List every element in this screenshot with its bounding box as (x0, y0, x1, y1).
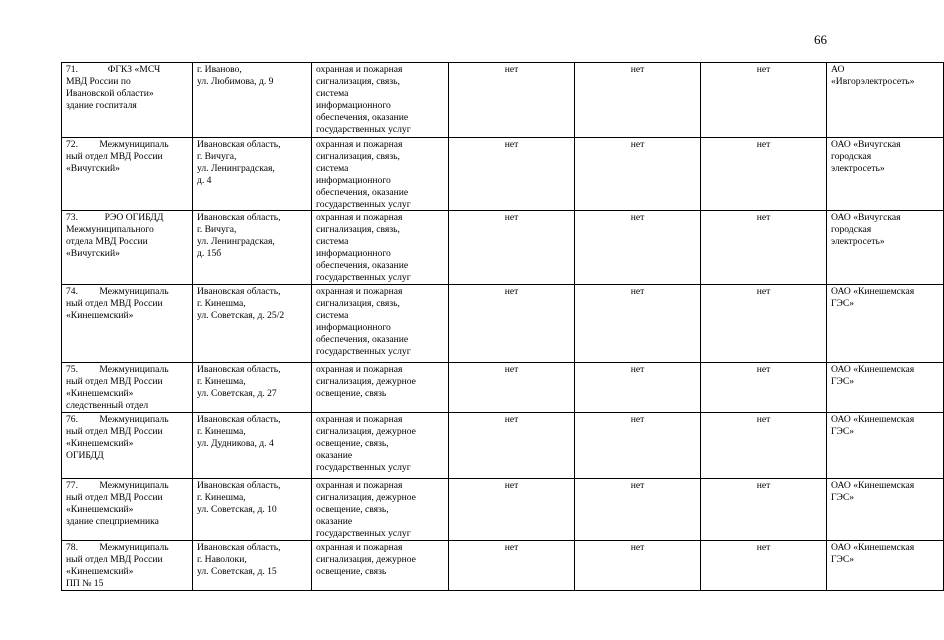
table-row (62, 138, 944, 211)
status-cell-c5: нет (575, 413, 701, 479)
facility-name-line: ный отдел МВД России (66, 150, 163, 162)
facility-name-line: ОГИБДД (66, 449, 104, 461)
address-cell (193, 63, 312, 138)
row-number: 75. (66, 364, 78, 376)
purpose-line: информационного (316, 174, 391, 186)
address-line: ул. Ленинградская, (197, 236, 275, 248)
address-line: д. 4 (197, 174, 212, 186)
status-cell-c4: нет (449, 63, 575, 138)
supplier-cell (827, 285, 944, 363)
status-cell-c6: нет (701, 138, 827, 211)
address-line: Ивановская область, (197, 212, 281, 224)
status-cell-c4: нет (449, 285, 575, 363)
purpose-line: государственных услуг (316, 198, 411, 210)
status-cell-c4: нет (449, 363, 575, 413)
supplier-cell (827, 138, 944, 211)
status-cell-c5: нет (575, 541, 701, 591)
status-cell-c4: нет (449, 413, 575, 479)
purpose-line: государственных услуг (316, 345, 411, 357)
supplier-line: ГЭС» (831, 376, 855, 388)
facility-name-start: Межмуниципаль (99, 542, 169, 554)
status-cell-c5: нет (575, 63, 701, 138)
facilities-table-body (62, 63, 944, 591)
facility-name-line: отдела МВД России (66, 236, 148, 248)
facility-name-line: ный отдел МВД России (66, 376, 163, 388)
purpose-line: сигнализация, дежурное (316, 553, 416, 565)
status-cell-c6: нет (701, 413, 827, 479)
purpose-line: система (316, 236, 349, 248)
facility-name-line: здание спецприемника (66, 515, 159, 527)
address-line: г. Кинешма, (197, 298, 246, 310)
facility-name-start: Межмуниципаль (99, 364, 169, 376)
facility-name-line: «Кинешемский» (66, 437, 134, 449)
row-number: 77. (66, 480, 78, 492)
facilities-table (61, 62, 944, 591)
supplier-line: ОАО «Кинешемская (831, 286, 915, 298)
facility-name-start: ФГКЗ «МСЧ (107, 64, 161, 75)
page-number: 66 (814, 32, 827, 47)
status-cell-c5: нет (575, 363, 701, 413)
supplier-line: городская (831, 150, 872, 162)
purpose-line: обеспечения, оказание (316, 186, 409, 198)
purpose-line: сигнализация, связь, (316, 150, 400, 162)
supplier-cell (827, 363, 944, 413)
address-cell (193, 211, 312, 285)
facility-name-first-line (66, 542, 188, 554)
address-line: Ивановская область, (197, 286, 281, 298)
purpose-line: освещение, связь (316, 565, 387, 577)
supplier-line: ОАО «Кинешемская (831, 364, 915, 376)
address-line: ул. Дудникова, д. 4 (197, 437, 274, 449)
purpose-line: информационного (316, 248, 391, 260)
purpose-line: сигнализация, дежурное (316, 491, 416, 503)
status-cell-c5: нет (575, 138, 701, 211)
purpose-cell (312, 211, 449, 285)
supplier-line: ОАО «Кинешемская (831, 542, 915, 554)
purpose-line: сигнализация, дежурное (316, 425, 416, 437)
address-line: ул. Советская, д. 27 (197, 388, 277, 400)
supplier-cell (827, 413, 944, 479)
purpose-cell (312, 479, 449, 541)
purpose-cell (312, 63, 449, 138)
purpose-line: охранная и пожарная (316, 212, 403, 224)
facility-name-cell (62, 63, 193, 138)
facility-name-line: ПП № 15 (66, 577, 104, 589)
purpose-cell (312, 363, 449, 413)
facility-name-first-line (66, 139, 188, 151)
facility-name-first-line (66, 480, 188, 492)
facility-name-start: Межмуниципаль (99, 286, 169, 298)
facility-name-line: ный отдел МВД России (66, 425, 163, 437)
facility-name-first-line (66, 364, 188, 376)
facility-name-line: «Кинешемский» (66, 565, 134, 577)
purpose-line: освещение, связь (316, 388, 387, 400)
status-cell-c6: нет (701, 211, 827, 285)
table-row (62, 479, 944, 541)
facility-name-line: «Вичугский» (66, 248, 120, 260)
facility-name-line: «Кинешемский» (66, 310, 134, 322)
address-line: Ивановская область, (197, 480, 281, 492)
purpose-line: информационного (316, 322, 391, 334)
row-number: 73. (66, 212, 78, 224)
purpose-line: оказание (316, 449, 353, 461)
supplier-line: электросеть» (831, 236, 885, 248)
supplier-line: ГЭС» (831, 553, 855, 565)
status-cell-c4: нет (449, 479, 575, 541)
status-cell-c4: нет (449, 138, 575, 211)
facility-name-cell (62, 413, 193, 479)
supplier-line: ОАО «Кинешемская (831, 480, 915, 492)
purpose-line: государственных услуг (316, 461, 411, 473)
status-cell-c5: нет (575, 285, 701, 363)
facility-name-line: «Кинешемский» (66, 388, 134, 400)
purpose-line: сигнализация, связь, (316, 75, 400, 87)
facility-name-cell (62, 285, 193, 363)
facility-name-line: Межмуниципального (66, 224, 154, 236)
row-number: 71. (66, 64, 78, 75)
status-cell-c5: нет (575, 211, 701, 285)
address-line: г. Вичуга, (197, 150, 237, 162)
supplier-line: ГЭС» (831, 491, 855, 503)
table-row (62, 363, 944, 413)
status-cell-c5: нет (575, 479, 701, 541)
row-number: 76. (66, 414, 78, 426)
purpose-line: обеспечения, оказание (316, 334, 409, 346)
facility-name-cell (62, 211, 193, 285)
supplier-line: электросеть» (831, 162, 885, 174)
purpose-line: освещение, связь, (316, 503, 389, 515)
table-row (62, 413, 944, 479)
purpose-line: система (316, 162, 349, 174)
status-cell-c6: нет (701, 285, 827, 363)
purpose-line: охранная и пожарная (316, 480, 403, 492)
supplier-cell (827, 211, 944, 285)
address-cell (193, 138, 312, 211)
address-line: г. Иваново, (197, 64, 242, 75)
address-line: г. Кинешма, (197, 425, 246, 437)
address-line: Ивановская область, (197, 139, 281, 150)
purpose-line: охранная и пожарная (316, 414, 403, 426)
facility-name-line: Ивановской области» (66, 87, 154, 99)
facility-name-line: ный отдел МВД России (66, 298, 163, 310)
purpose-line: охранная и пожарная (316, 286, 403, 298)
purpose-line: государственных услуг (316, 527, 411, 539)
status-cell-c4: нет (449, 211, 575, 285)
facility-name-start: Межмуниципаль (99, 414, 169, 426)
purpose-line: освещение, связь, (316, 437, 389, 449)
address-line: ул. Любимова, д. 9 (197, 75, 274, 87)
purpose-line: сигнализация, связь, (316, 298, 400, 310)
purpose-line: государственных услуг (316, 123, 411, 135)
address-line: г. Кинешма, (197, 376, 246, 388)
address-line: Ивановская область, (197, 414, 281, 426)
address-line: ул. Советская, д. 25/2 (197, 310, 285, 322)
row-number: 72. (66, 139, 78, 150)
facility-name-line: МВД России по (66, 75, 131, 87)
address-line: г. Вичуга, (197, 224, 237, 236)
facility-name-cell (62, 479, 193, 541)
address-line: ул. Ленинградская, (197, 162, 275, 174)
facility-name-line: «Вичугский» (66, 162, 120, 174)
supplier-cell (827, 479, 944, 541)
facility-name-first-line (66, 286, 188, 298)
address-cell (193, 413, 312, 479)
table-row (62, 285, 944, 363)
facility-name-cell (62, 541, 193, 591)
status-cell-c6: нет (701, 479, 827, 541)
address-line: ул. Советская, д. 10 (197, 503, 277, 515)
purpose-line: охранная и пожарная (316, 542, 403, 554)
supplier-line: АО (831, 64, 845, 75)
facility-name-start: Межмуниципаль (99, 139, 169, 150)
address-line: Ивановская область, (197, 542, 281, 554)
facility-name-line: здание госпиталя (66, 99, 137, 111)
purpose-line: охранная и пожарная (316, 64, 403, 75)
supplier-line: городская (831, 224, 872, 236)
address-line: г. Наволоки, (197, 553, 247, 565)
purpose-line: охранная и пожарная (316, 139, 403, 150)
purpose-line: система (316, 310, 349, 322)
row-number: 78. (66, 542, 78, 554)
address-cell (193, 363, 312, 413)
status-cell-c6: нет (701, 63, 827, 138)
supplier-line: ОАО «Кинешемская (831, 414, 915, 426)
purpose-line: оказание (316, 515, 353, 527)
facility-name-cell (62, 138, 193, 211)
address-cell (193, 285, 312, 363)
address-cell (193, 541, 312, 591)
facility-name-line: «Кинешемский» (66, 503, 134, 515)
row-number: 74. (66, 286, 78, 298)
purpose-cell (312, 413, 449, 479)
facility-name-line: ный отдел МВД России (66, 491, 163, 503)
facility-name-start: Межмуниципаль (99, 480, 169, 492)
facility-name-cell (62, 363, 193, 413)
purpose-cell (312, 138, 449, 211)
table-row (62, 63, 944, 138)
supplier-line: «Ивгорэлектросеть» (831, 75, 915, 87)
address-cell (193, 479, 312, 541)
supplier-line: ОАО «Вичугская (831, 139, 901, 150)
supplier-line: ГЭС» (831, 298, 855, 310)
table-row (62, 211, 944, 285)
address-line: ул. Советская, д. 15 (197, 565, 277, 577)
supplier-cell (827, 541, 944, 591)
status-cell-c6: нет (701, 363, 827, 413)
facility-name-line: ный отдел МВД России (66, 553, 163, 565)
facility-name-first-line (66, 64, 188, 76)
status-cell-c4: нет (449, 541, 575, 591)
purpose-line: обеспечения, оказание (316, 260, 409, 272)
table-row (62, 541, 944, 591)
address-line: Ивановская область, (197, 364, 281, 376)
supplier-cell (827, 63, 944, 138)
facility-name-first-line (66, 414, 188, 426)
facility-name-start: РЭО ОГИБДД (104, 212, 164, 224)
purpose-line: сигнализация, дежурное (316, 376, 416, 388)
purpose-cell (312, 285, 449, 363)
facility-name-line: следственный отдел (66, 400, 149, 412)
facility-name-first-line (66, 212, 188, 224)
address-line: г. Кинешма, (197, 491, 246, 503)
purpose-line: информационного (316, 99, 391, 111)
address-line: д. 15б (197, 248, 222, 260)
purpose-line: система (316, 87, 349, 99)
purpose-line: охранная и пожарная (316, 364, 403, 376)
purpose-cell (312, 541, 449, 591)
supplier-line: ГЭС» (831, 425, 855, 437)
purpose-line: обеспечения, оказание (316, 111, 409, 123)
status-cell-c6: нет (701, 541, 827, 591)
supplier-line: ОАО «Вичугская (831, 212, 901, 224)
purpose-line: государственных услуг (316, 271, 411, 283)
purpose-line: сигнализация, связь, (316, 224, 400, 236)
